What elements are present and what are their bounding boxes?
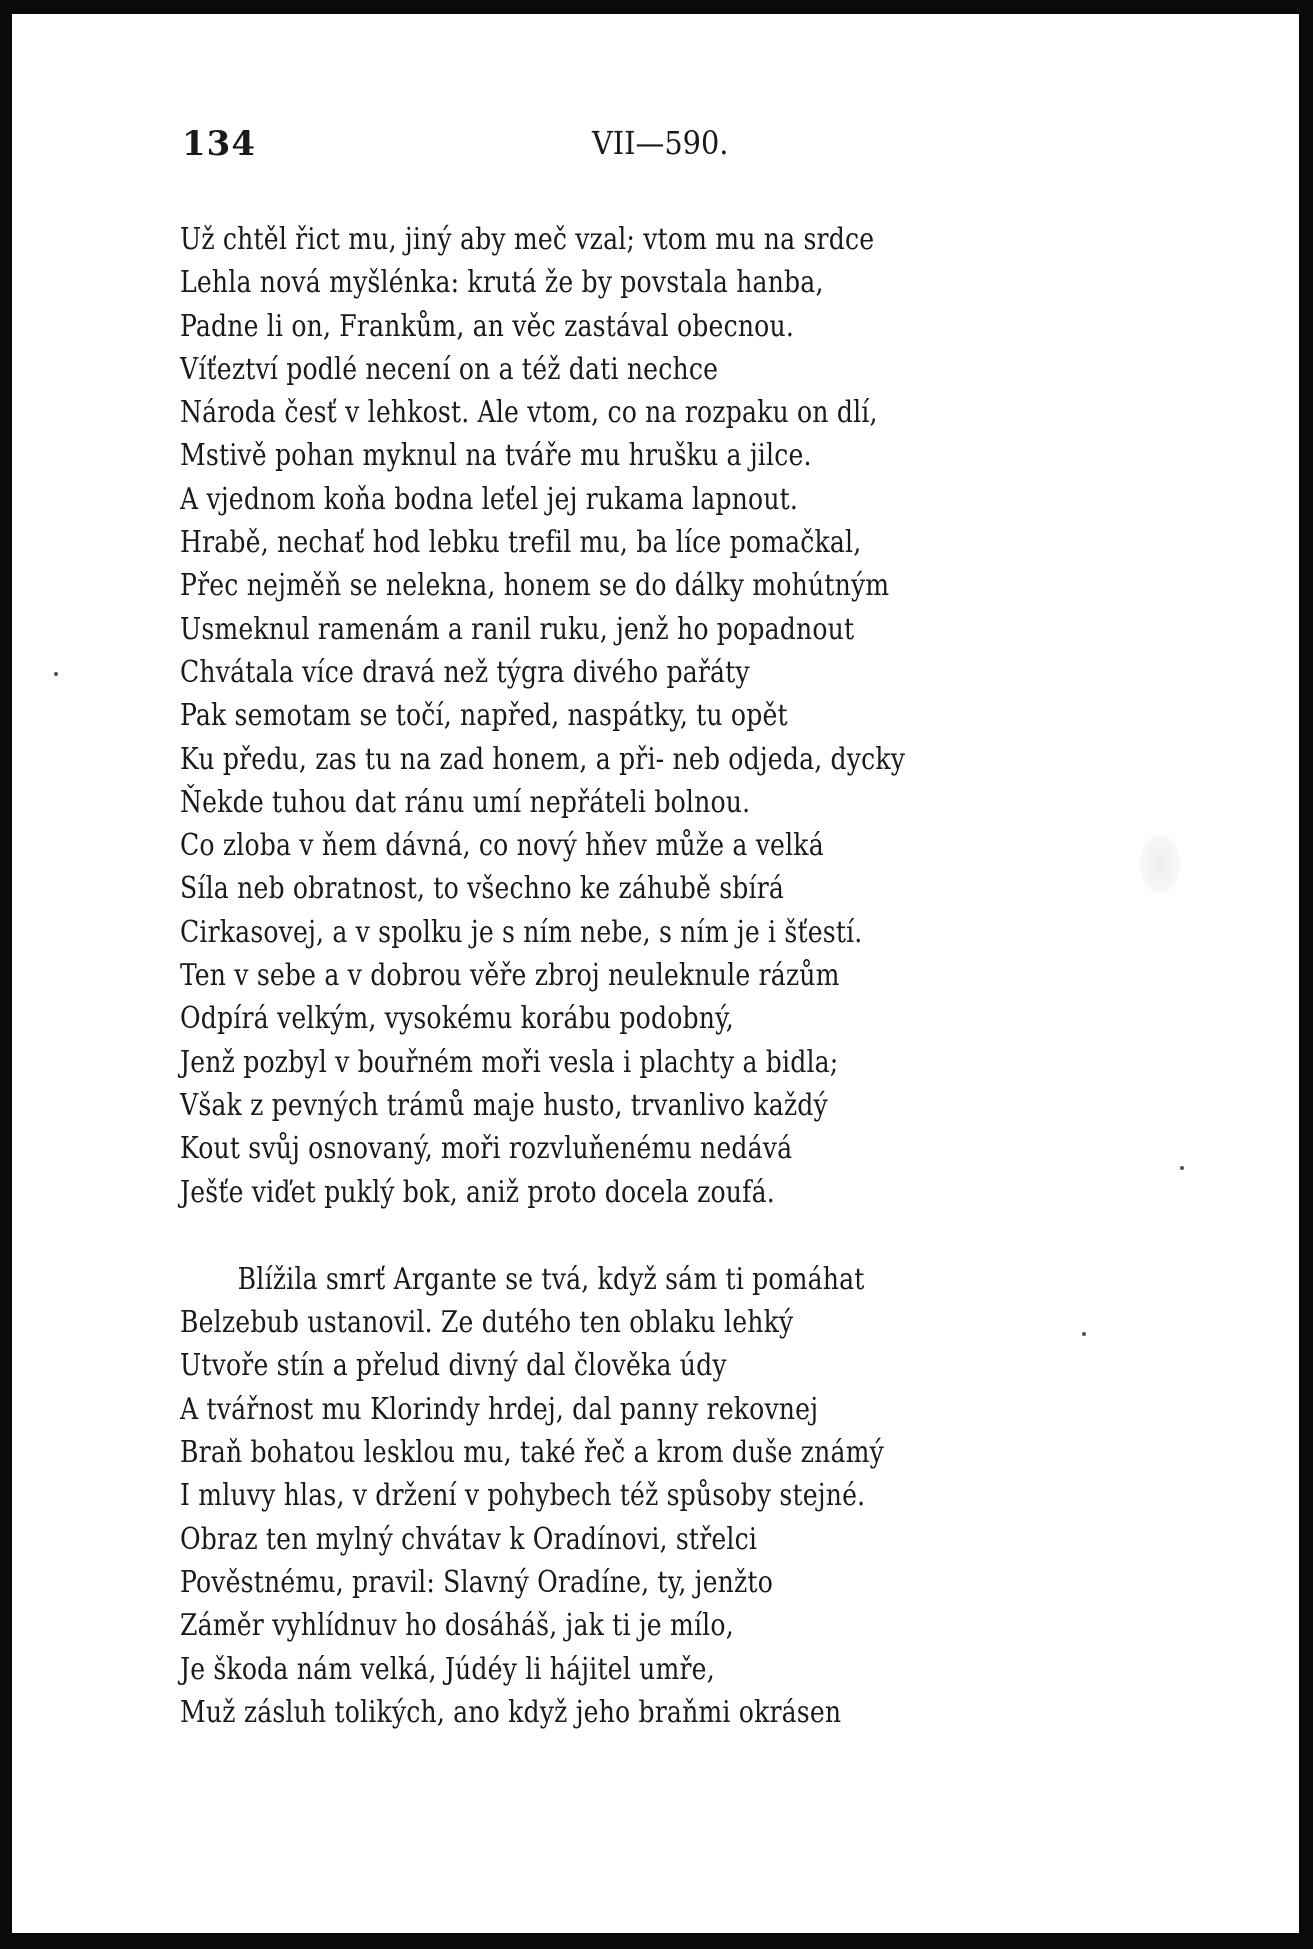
ink-speck xyxy=(1082,1332,1086,1336)
verse-line: Je škoda nám velká, Júdéy li hájitel umře, xyxy=(180,1651,715,1687)
verse-line: Belzebub ustanovil. Ze dutého ten oblaku lehký xyxy=(180,1305,794,1341)
verse-line: Cirkasovej, a v spolku je s ním nebe, s ním je i šťestí. xyxy=(180,914,863,950)
ink-speck xyxy=(54,672,58,676)
verse-line: Pak semotam se točí, napřed, naspátky, tu opět xyxy=(180,698,788,734)
page-number: 134 xyxy=(182,124,256,164)
verse-line: Co zloba v ňem dávná, co nový hňev může a velká xyxy=(180,828,824,864)
verse-line: Záměr vyhlídnuv ho dosáháš, jak ti je mílo, xyxy=(180,1608,734,1644)
verse-line: Však z pevných trámů maje husto, trvanlivo každý xyxy=(180,1087,828,1123)
verse-line: A tvářnost mu Klorindy hrdej, dal panny rekovnej xyxy=(180,1391,819,1427)
verse-line: Jenž pozbyl v bouřném moři vesla i plachty a bidla; xyxy=(180,1044,839,1080)
verse-line: Ňekde tuhou dat ránu umí nepřáteli bolnou. xyxy=(180,784,751,820)
verse-line: Síla neb obratnost, to všechno ke záhubě sbírá xyxy=(180,871,785,907)
verse-line: Hrabě, nechať hod lebku trefil mu, ba líce pomačkal, xyxy=(180,525,862,561)
verse-line: Přec nejměň se nelekna, honem se do dálky mohútným xyxy=(180,568,890,604)
verse-line: Ku předu, zas tu na zad honem, a při- neb odjeda, dycky xyxy=(180,741,906,777)
verse-line: Ješťe viďet puklý bok, aniž proto docela zoufá. xyxy=(180,1174,775,1210)
verse-line: Padne li on, Frankům, an věc zastával obecnou. xyxy=(180,308,794,344)
ink-speck xyxy=(1180,1166,1184,1170)
poem-text xyxy=(180,218,1190,1734)
verse-line: Ten v sebe a v dobrou věře zbroj neuleknule rázům xyxy=(180,958,840,994)
paper-smudge xyxy=(1140,834,1180,894)
verse-line: A vjednom koňa bodna leťel jej rukama lapnout. xyxy=(180,481,799,517)
verse-line: Národa česť v lehkost. Ale vtom, co na rozpaku on dlí, xyxy=(180,395,878,431)
verse-line: Braň bohatou lesklou mu, také řeč a krom duše známý xyxy=(180,1435,885,1471)
verse-line: Muž zásluh tolikých, ano když jeho braňmi okrásen xyxy=(180,1694,842,1730)
running-head: VII—590. xyxy=(592,124,729,162)
verse-line: Už chtěl řict mu, jiný aby meč vzal; vtom mu na srdce xyxy=(180,222,875,257)
verse-line: Utvoře stín a přelud divný dal člověka údy xyxy=(180,1348,727,1384)
verse-line: Obraz ten mylný chvátav k Oradínovi, střelci xyxy=(180,1521,758,1557)
stanza xyxy=(180,1258,1190,1734)
verse-line: Blížila smrť Argante se tvá, když sám ti pomáhat xyxy=(237,1261,865,1297)
verse-line: Kout svůj osnovaný, moři rozvluňenému nedává xyxy=(180,1131,793,1167)
stanza xyxy=(180,218,1190,1214)
verse-line: I mluvy hlas, v držení v pohybech též spůsoby stejné. xyxy=(180,1478,866,1514)
page-header xyxy=(12,124,1299,174)
book-page xyxy=(12,14,1299,1933)
verse-line: Víťeztví podlé necení on a též dati nechce xyxy=(180,351,719,387)
verse-line: Pověstnému, pravil: Slavný Oradíne, ty, jenžto xyxy=(180,1564,774,1600)
verse-line: Usmeknul ramenám a ranil ruku, jenž ho popadnout xyxy=(180,611,855,647)
verse-line: Lehla nová myšlénka: krutá že by povstala hanba, xyxy=(180,265,824,301)
verse-line: Odpírá velkým, vysokému korábu podobný, xyxy=(180,1001,734,1037)
verse-line: Mstivě pohan myknul na tváře mu hrušku a jilce. xyxy=(180,438,812,474)
verse-line: Chvátala více dravá než týgra divého pařáty xyxy=(180,654,750,690)
